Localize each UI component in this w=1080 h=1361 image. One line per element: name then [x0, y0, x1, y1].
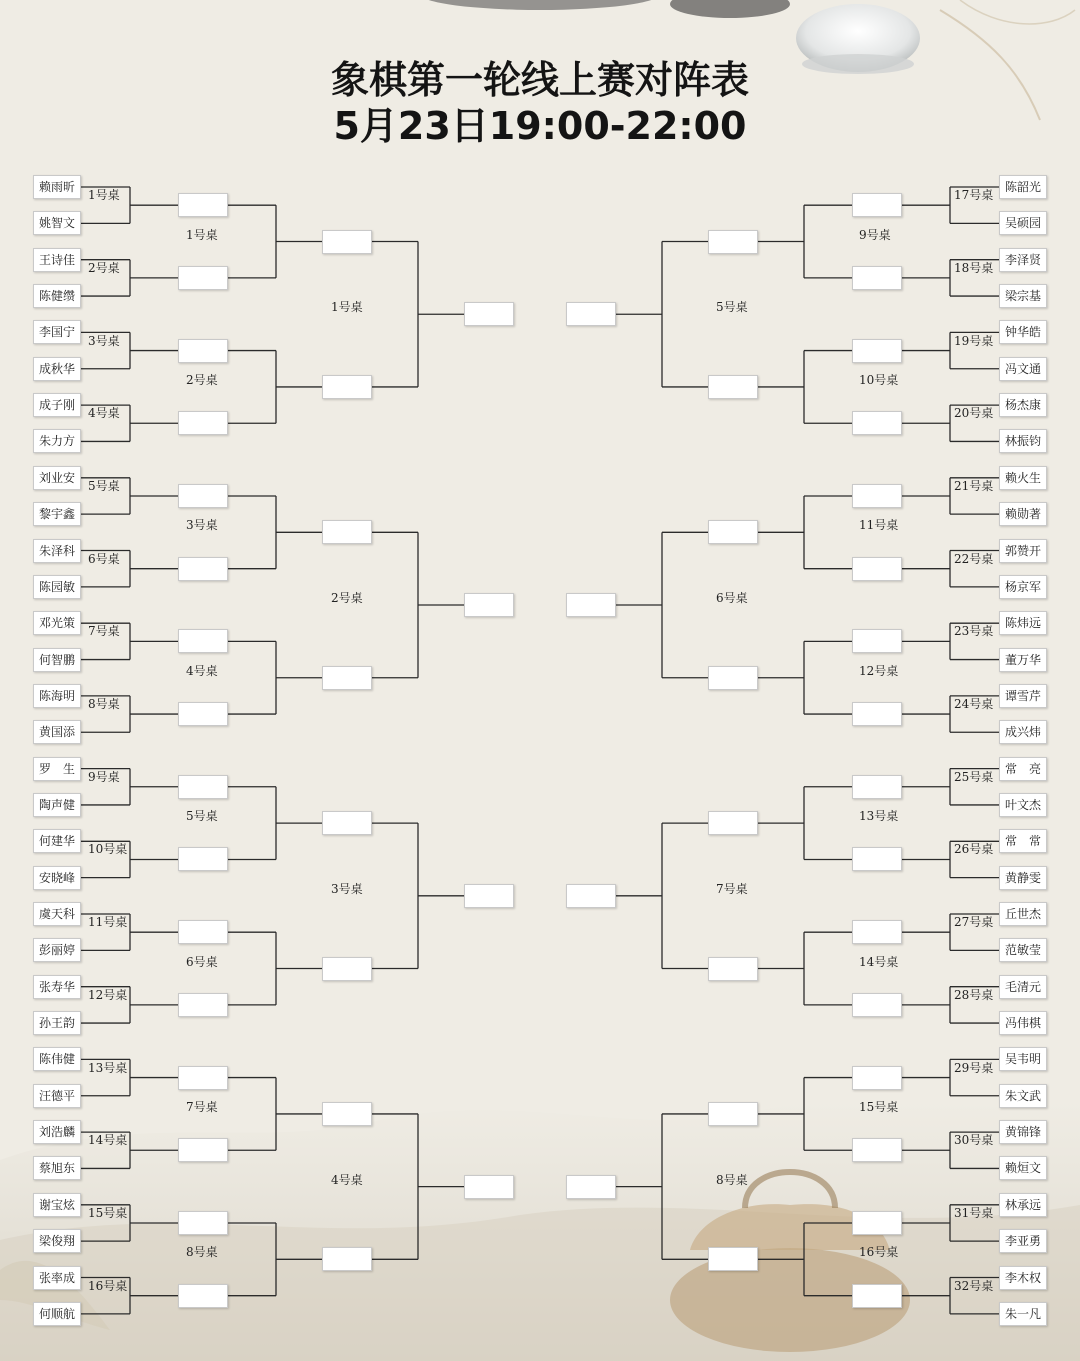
- table-label: 28号桌: [954, 987, 994, 1002]
- player-name: 郭赞开: [999, 539, 1047, 563]
- player-name: 董万华: [999, 648, 1047, 672]
- player-name: 黎宇鑫: [33, 502, 81, 526]
- round2-slot: [852, 702, 902, 726]
- player-name: 叶文杰: [999, 793, 1047, 817]
- round2-slot: [852, 266, 902, 290]
- round3-slot: [708, 666, 758, 690]
- table-label: 6号桌: [88, 551, 120, 566]
- table-label: 21号桌: [954, 478, 994, 493]
- table-label: 8号桌: [716, 1172, 748, 1187]
- round3-slot: [322, 1247, 372, 1271]
- table-label: 1号桌: [186, 227, 218, 242]
- table-label: 5号桌: [186, 809, 218, 824]
- round4-slot: [566, 302, 616, 326]
- page-subtitle: 5月23日19:00-22:00: [333, 104, 747, 148]
- player-name: 毛清元: [999, 975, 1047, 999]
- player-name: 何建华: [33, 829, 81, 853]
- table-label: 2号桌: [88, 260, 120, 275]
- table-label: 6号桌: [716, 591, 748, 606]
- player-name: 李木权: [999, 1266, 1047, 1290]
- round2-slot: [178, 411, 228, 435]
- round2-slot: [852, 847, 902, 871]
- player-name: 杨京军: [999, 575, 1047, 599]
- round4-slot: [566, 1175, 616, 1199]
- round3-slot: [708, 230, 758, 254]
- table-label: 16号桌: [859, 1245, 899, 1260]
- player-name: 邓光策: [33, 611, 81, 635]
- round3-slot: [708, 1247, 758, 1271]
- round2-slot: [178, 847, 228, 871]
- table-label: 30号桌: [954, 1133, 994, 1148]
- player-name: 丘世杰: [999, 902, 1047, 926]
- player-name: 朱文武: [999, 1084, 1047, 1108]
- table-label: 11号桌: [88, 915, 128, 930]
- round2-slot: [852, 1284, 902, 1308]
- round3-slot: [708, 811, 758, 835]
- player-name: 刘业安: [33, 466, 81, 490]
- player-name: 孙王韵: [33, 1011, 81, 1035]
- table-label: 4号桌: [186, 663, 218, 678]
- table-label: 12号桌: [88, 987, 128, 1002]
- player-name: 汪德平: [33, 1084, 81, 1108]
- player-name: 赖烜文: [999, 1156, 1047, 1180]
- player-name: 张率成: [33, 1266, 81, 1290]
- table-label: 7号桌: [716, 881, 748, 896]
- round3-slot: [708, 520, 758, 544]
- table-label: 9号桌: [859, 227, 891, 242]
- round3-slot: [322, 375, 372, 399]
- table-label: 11号桌: [859, 518, 899, 533]
- round2-slot: [852, 1138, 902, 1162]
- table-label: 25号桌: [954, 769, 994, 784]
- player-name: 吴韦明: [999, 1047, 1047, 1071]
- table-label: 31号桌: [954, 1205, 994, 1220]
- player-name: 林振钧: [999, 429, 1047, 453]
- round2-slot: [178, 193, 228, 217]
- table-label: 3号桌: [186, 518, 218, 533]
- player-name: 罗 生: [33, 757, 81, 781]
- player-name: 赖雨昕: [33, 175, 81, 199]
- table-label: 13号桌: [88, 1060, 128, 1075]
- round3-slot: [322, 230, 372, 254]
- table-label: 17号桌: [954, 188, 994, 203]
- player-name: 陈健缵: [33, 284, 81, 308]
- table-label: 14号桌: [859, 954, 899, 969]
- table-label: 5号桌: [88, 478, 120, 493]
- table-label: 15号桌: [88, 1205, 128, 1220]
- round2-slot: [178, 1284, 228, 1308]
- round2-slot: [852, 193, 902, 217]
- round4-slot: [464, 1175, 514, 1199]
- player-name: 彭丽婷: [33, 938, 81, 962]
- round2-slot: [178, 629, 228, 653]
- table-label: 19号桌: [954, 333, 994, 348]
- table-label: 23号桌: [954, 624, 994, 639]
- round2-slot: [178, 339, 228, 363]
- player-name: 黄静雯: [999, 866, 1047, 890]
- round2-slot: [852, 557, 902, 581]
- player-name: 陈园敏: [33, 575, 81, 599]
- round3-slot: [708, 957, 758, 981]
- table-label: 32号桌: [954, 1278, 994, 1293]
- round2-slot: [852, 484, 902, 508]
- table-label: 3号桌: [88, 333, 120, 348]
- round3-slot: [708, 375, 758, 399]
- round2-slot: [852, 1211, 902, 1235]
- round3-slot: [322, 957, 372, 981]
- table-label: 22号桌: [954, 551, 994, 566]
- player-name: 赖火生: [999, 466, 1047, 490]
- player-name: 赖勋著: [999, 502, 1047, 526]
- player-name: 何智鹏: [33, 648, 81, 672]
- round3-slot: [322, 811, 372, 835]
- player-name: 朱一凡: [999, 1302, 1047, 1326]
- table-label: 8号桌: [88, 697, 120, 712]
- player-name: 朱泽科: [33, 539, 81, 563]
- player-name: 黄国添: [33, 720, 81, 744]
- round2-slot: [852, 920, 902, 944]
- player-name: 虞天科: [33, 902, 81, 926]
- player-name: 冯文通: [999, 357, 1047, 381]
- table-label: 15号桌: [859, 1099, 899, 1114]
- round4-slot: [464, 884, 514, 908]
- player-name: 姚智文: [33, 211, 81, 235]
- player-name: 陈炜远: [999, 611, 1047, 635]
- table-label: 4号桌: [88, 406, 120, 421]
- table-label: 4号桌: [331, 1172, 363, 1187]
- table-label: 8号桌: [186, 1245, 218, 1260]
- round2-slot: [178, 484, 228, 508]
- table-label: 16号桌: [88, 1278, 128, 1293]
- table-label: 27号桌: [954, 915, 994, 930]
- page-title: 象棋第一轮线上赛对阵表: [330, 58, 749, 102]
- table-label: 14号桌: [88, 1133, 128, 1148]
- player-name: 常 亮: [999, 757, 1047, 781]
- player-name: 梁宗基: [999, 284, 1047, 308]
- table-label: 1号桌: [331, 300, 363, 315]
- player-name: 蔡旭东: [33, 1156, 81, 1180]
- player-name: 常 常: [999, 829, 1047, 853]
- table-label: 26号桌: [954, 842, 994, 857]
- player-name: 成兴炜: [999, 720, 1047, 744]
- table-label: 1号桌: [88, 188, 120, 203]
- player-name: 吴硕园: [999, 211, 1047, 235]
- table-label: 10号桌: [88, 842, 128, 857]
- round2-slot: [852, 775, 902, 799]
- player-name: 何顺航: [33, 1302, 81, 1326]
- player-name: 谭雪芹: [999, 684, 1047, 708]
- player-name: 钟华皓: [999, 320, 1047, 344]
- round3-slot: [708, 1102, 758, 1126]
- player-name: 张寿华: [33, 975, 81, 999]
- player-name: 朱力方: [33, 429, 81, 453]
- player-name: 成子刚: [33, 393, 81, 417]
- round2-slot: [178, 1066, 228, 1090]
- player-name: 范敏莹: [999, 938, 1047, 962]
- round2-slot: [852, 339, 902, 363]
- round4-slot: [464, 302, 514, 326]
- round2-slot: [178, 702, 228, 726]
- table-label: 7号桌: [88, 624, 120, 639]
- round3-slot: [322, 1102, 372, 1126]
- table-label: 2号桌: [331, 591, 363, 606]
- player-name: 李泽贤: [999, 248, 1047, 272]
- table-label: 10号桌: [859, 372, 899, 387]
- round2-slot: [852, 411, 902, 435]
- player-name: 李亚勇: [999, 1229, 1047, 1253]
- table-label: 12号桌: [859, 663, 899, 678]
- round2-slot: [178, 1211, 228, 1235]
- round2-slot: [852, 993, 902, 1017]
- player-name: 陈海明: [33, 684, 81, 708]
- player-name: 李国宁: [33, 320, 81, 344]
- round2-slot: [178, 993, 228, 1017]
- player-name: 陈韶光: [999, 175, 1047, 199]
- round3-slot: [322, 520, 372, 544]
- player-name: 陶声健: [33, 793, 81, 817]
- table-label: 24号桌: [954, 697, 994, 712]
- round2-slot: [178, 1138, 228, 1162]
- round3-slot: [322, 666, 372, 690]
- player-name: 冯伟棋: [999, 1011, 1047, 1035]
- player-name: 梁俊翔: [33, 1229, 81, 1253]
- table-label: 7号桌: [186, 1099, 218, 1114]
- table-label: 2号桌: [186, 372, 218, 387]
- table-label: 6号桌: [186, 954, 218, 969]
- round2-slot: [178, 557, 228, 581]
- player-name: 安晓峰: [33, 866, 81, 890]
- round4-slot: [464, 593, 514, 617]
- table-label: 29号桌: [954, 1060, 994, 1075]
- table-label: 20号桌: [954, 406, 994, 421]
- round4-slot: [566, 593, 616, 617]
- player-name: 林承远: [999, 1193, 1047, 1217]
- round2-slot: [178, 920, 228, 944]
- player-name: 成秋华: [33, 357, 81, 381]
- table-label: 3号桌: [331, 881, 363, 896]
- table-label: 13号桌: [859, 809, 899, 824]
- table-label: 9号桌: [88, 769, 120, 784]
- round2-slot: [852, 1066, 902, 1090]
- round4-slot: [566, 884, 616, 908]
- player-name: 王诗佳: [33, 248, 81, 272]
- round2-slot: [852, 629, 902, 653]
- player-name: 刘浩麟: [33, 1120, 81, 1144]
- player-name: 黄锦锋: [999, 1120, 1047, 1144]
- round2-slot: [178, 775, 228, 799]
- player-name: 谢宝炫: [33, 1193, 81, 1217]
- player-name: 陈伟健: [33, 1047, 81, 1071]
- player-name: 杨杰康: [999, 393, 1047, 417]
- table-label: 5号桌: [716, 300, 748, 315]
- round2-slot: [178, 266, 228, 290]
- table-label: 18号桌: [954, 260, 994, 275]
